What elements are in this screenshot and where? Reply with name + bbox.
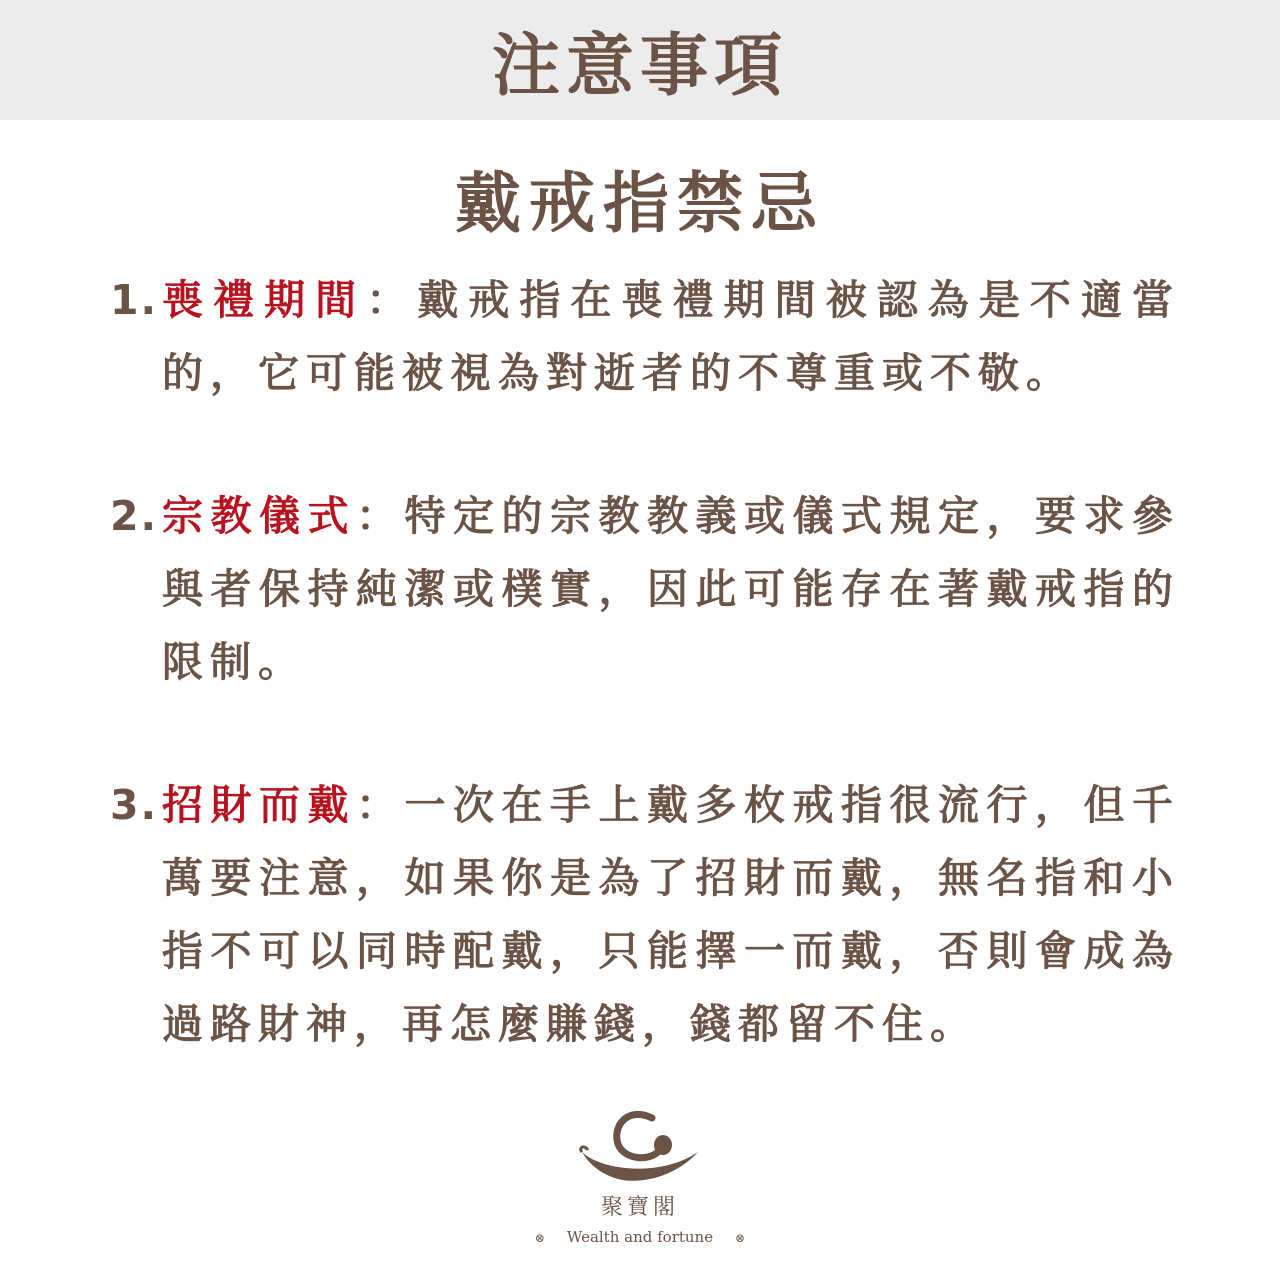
taboo-list <box>110 264 1180 1061</box>
ornament-icon: ⊗ <box>735 1231 746 1245</box>
list-item <box>110 480 1180 699</box>
header-bar <box>0 0 1280 120</box>
item-text: ：一次在手上戴多枚戒指很流行，但千萬要注意，如果你是為了招財而戴，無名指和小指不可以同時配戴，只能擇一而戴，否則會成為過路財神，再怎麼賺錢，錢都留不住。 <box>162 781 1180 1048</box>
tagline-text: Wealth and fortune <box>566 1228 714 1246</box>
item-body <box>162 264 1180 410</box>
list-item <box>110 264 1180 410</box>
item-keyword: 宗教儀式 <box>162 492 356 540</box>
item-number: 2. <box>110 492 159 540</box>
item-text: ：戴戒指在喪禮期間被認為是不適當的，它可能被視為對逝者的不尊重或不敬。 <box>162 276 1181 397</box>
item-keyword: 招財而戴 <box>162 781 356 829</box>
list-item <box>110 769 1180 1061</box>
page-title: 注意事項 <box>491 25 788 106</box>
item-keyword: 喪禮期間 <box>162 276 367 324</box>
item-number: 3. <box>110 781 159 829</box>
brand-tagline <box>0 1228 1280 1246</box>
section-title: 戴戒指禁忌 <box>455 164 825 242</box>
item-text: ：特定的宗教教義或儀式規定，要求參與者保持純潔或樸實，因此可能存在著戴戒指的限制。 <box>162 492 1180 686</box>
ornament-icon: ⊗ <box>534 1231 545 1245</box>
item-body <box>162 769 1180 1061</box>
item-number: 1. <box>110 276 159 324</box>
brand-name: 聚寶閣 <box>600 1195 679 1220</box>
item-body <box>162 480 1180 699</box>
